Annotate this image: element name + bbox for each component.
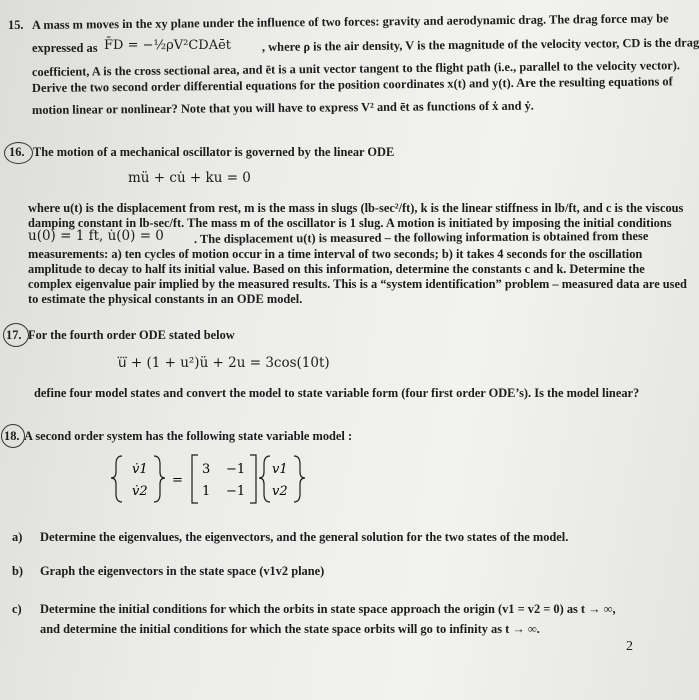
state-variable-matrix-equation bbox=[108, 450, 308, 508]
initial-conditions: u(0) = 1 ft, u̇(0) = 0 bbox=[28, 228, 164, 244]
problem-16-line-1: The motion of a mechanical oscillator is governed by the linear ODE bbox=[33, 145, 395, 159]
part-c-text-1: Determine the initial conditions for which the orbits in state space approach the origin (v1 = v2 = 0) as t → ∞, bbox=[40, 602, 616, 616]
problem-16-line-3: damping constant in lb-sec/ft. The mass m of the oscillator is 1 slug. A motion is initiated by imposing the initial conditions bbox=[28, 216, 672, 230]
matrix-right-bracket bbox=[250, 455, 256, 503]
problem-16-line-6: amplitude to decay to half its initial value. Based on this information, determine the constants c and k. Determine the bbox=[28, 262, 645, 276]
page-number: 2 bbox=[626, 639, 633, 654]
drag-force-formula: F̄D = −½ρV²CDAēt bbox=[104, 38, 232, 53]
problem-16-line-2: where u(t) is the displacement from rest, m is the mass in slugs (lb-sec²/ft), k is the linear stiffness in lb/ft, and c is the viscous bbox=[28, 201, 684, 215]
problem-17-line-2: define four model states and convert the model to state variable form (four first order ODE’s). Is the model linear? bbox=[34, 386, 640, 400]
part-b-text: Graph the eigenvectors in the state space (v1v2 plane) bbox=[40, 564, 325, 578]
rhs-left-brace bbox=[259, 456, 270, 502]
problem-17-number: 17. bbox=[6, 328, 22, 342]
lhs-v2-dot: v̇2 bbox=[132, 484, 148, 499]
part-b-label: b) bbox=[12, 564, 24, 578]
matrix-equals: = bbox=[172, 473, 183, 488]
matrix-a11: 3 bbox=[202, 462, 211, 477]
lhs-v1-dot: v̇1 bbox=[132, 462, 148, 477]
matrix-left-bracket bbox=[192, 455, 198, 503]
problem-18-number: 18. bbox=[4, 429, 20, 443]
problem-17-line-1: For the fourth order ODE stated below bbox=[28, 328, 235, 342]
problem-15-line-1: A mass m moves in the xy plane under the influence of two forces: gravity and aerodynamic drag. The drag force may be bbox=[31, 11, 669, 32]
problem-18-line-1: A second order system has the following state variable model : bbox=[24, 429, 353, 443]
part-a-text: Determine the eigenvalues, the eigenvectors, and the general solution for the two states of the model. bbox=[40, 530, 569, 544]
matrix-a22: −1 bbox=[226, 484, 246, 499]
lhs-left-brace bbox=[111, 456, 122, 502]
problem-15-line-2a: expressed as bbox=[32, 41, 98, 55]
problem-15-line-3: coefficient, A is the cross sectional area, and ēt is a unit vector tangent to the flight path (i.e., parallel to the velocity vector). bbox=[31, 58, 681, 79]
matrix-a12: −1 bbox=[226, 462, 246, 477]
part-c-text-2: and determine the initial conditions for which the state space orbits will go to infinity as t → ∞. bbox=[40, 622, 540, 636]
part-a-label: a) bbox=[12, 530, 23, 544]
oscillator-ode: mü + cu̇ + ku = 0 bbox=[128, 170, 251, 186]
rhs-v1: v1 bbox=[272, 462, 288, 477]
matrix-a21: 1 bbox=[202, 484, 211, 499]
problem-15-number: 15. bbox=[8, 18, 24, 32]
problem-16-line-7: complex eigenvalue pair implied by the measured results. This is a “system identification” problem – measured data are used bbox=[28, 277, 687, 291]
fourth-order-ode: u⃜ + (1 + u²)ü + 2u = 3cos(10t) bbox=[118, 355, 330, 371]
part-c-label: c) bbox=[12, 602, 22, 616]
problem-15-line-4: Derive the two second order differential equations for the position coordinates x(t) and y(t). Are the resulting equations of bbox=[31, 74, 673, 95]
problem-15-line-5: motion linear or nonlinear? Note that you will have to express V² and ēt as functions of ẋ and ẏ. bbox=[31, 98, 534, 117]
problem-16-line-5: measurements: a) ten cycles of motion occur in a time interval of two seconds; b) it takes 4 seconds for the oscillation bbox=[28, 247, 643, 261]
problem-16-line-8: to estimate the physical constants in an ODE model. bbox=[28, 292, 303, 306]
problem-16-number: 16. bbox=[9, 145, 25, 159]
problem-16-line-4b: . The displacement u(t) is measured – the following information is obtained from these bbox=[193, 228, 649, 246]
problem-15-line-2b: , where ρ is the air density, V is the magnitude of the velocity vector, CD is the drag bbox=[261, 35, 699, 54]
rhs-right-brace bbox=[294, 456, 305, 502]
rhs-v2: v2 bbox=[272, 484, 288, 499]
lhs-right-brace bbox=[154, 456, 165, 502]
